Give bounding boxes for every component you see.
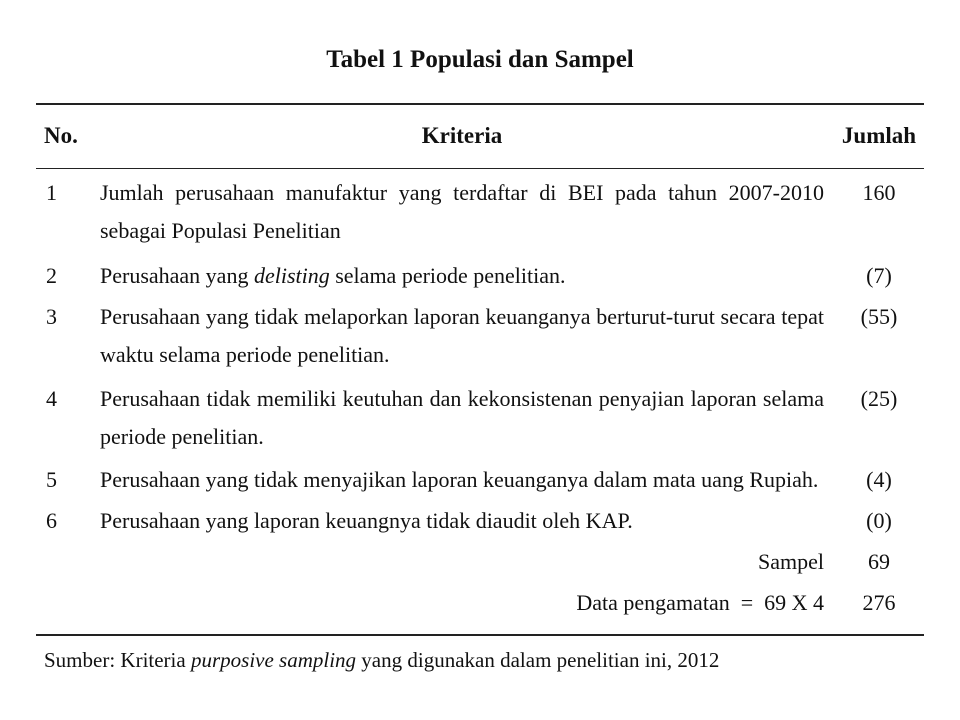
source-emphasis: purposive sampling bbox=[190, 648, 357, 672]
observations-value: 276 bbox=[862, 590, 896, 615]
criteria-emphasis: delisting bbox=[253, 263, 330, 288]
row-criteria: Perusahaan yang laporan keuangnya tidak diaudit oleh KAP. bbox=[100, 508, 633, 533]
sample-label: Sampel bbox=[758, 549, 824, 574]
source-note bbox=[44, 648, 719, 673]
row-count: (55) bbox=[860, 304, 898, 329]
header-kriteria: Kriteria bbox=[421, 123, 503, 148]
row-count: (0) bbox=[866, 508, 892, 533]
criteria-text: Perusahaan yang bbox=[100, 263, 254, 288]
row-count: 160 bbox=[862, 180, 896, 205]
row-criteria bbox=[100, 257, 824, 295]
top-rule bbox=[36, 103, 924, 105]
row-criteria: Perusahaan tidak memiliki keutuhan dan kekonsistenan penyajian laporan selama periode penelitian. bbox=[100, 386, 824, 449]
row-number: 6 bbox=[46, 508, 57, 533]
row-criteria: Perusahaan yang tidak menyajikan laporan keuanganya dalam mata uang Rupiah. bbox=[100, 467, 819, 492]
source-prefix: Sumber: Kriteria bbox=[44, 648, 191, 672]
bottom-rule bbox=[36, 634, 924, 636]
row-number: 2 bbox=[46, 263, 57, 288]
sample-value: 69 bbox=[868, 549, 890, 574]
row-number: 5 bbox=[46, 467, 57, 492]
row-count: (4) bbox=[866, 467, 892, 492]
row-number: 1 bbox=[46, 180, 57, 205]
source-suffix: yang digunakan dalam penelitian ini, 2012 bbox=[356, 648, 720, 672]
header-no: No. bbox=[44, 123, 78, 148]
row-count: (25) bbox=[860, 386, 898, 411]
row-number: 3 bbox=[46, 304, 57, 329]
table-title: Tabel 1 Populasi dan Sampel bbox=[326, 46, 634, 73]
row-criteria: Jumlah perusahaan manufaktur yang terdaftar di BEI pada tahun 2007-2010 sebagai Populasi Penelitian bbox=[100, 180, 824, 243]
observations-label: Data pengamatan = 69 X 4 bbox=[576, 590, 824, 615]
criteria-text: selama periode penelitian. bbox=[329, 263, 566, 288]
row-criteria: Perusahaan yang tidak melaporkan laporan keuanganya berturut-turut secara tepat waktu selama periode penelitian. bbox=[100, 304, 824, 367]
row-number: 4 bbox=[46, 386, 57, 411]
row-count: (7) bbox=[866, 263, 892, 288]
header-rule bbox=[36, 168, 924, 169]
header-jumlah: Jumlah bbox=[841, 123, 917, 148]
